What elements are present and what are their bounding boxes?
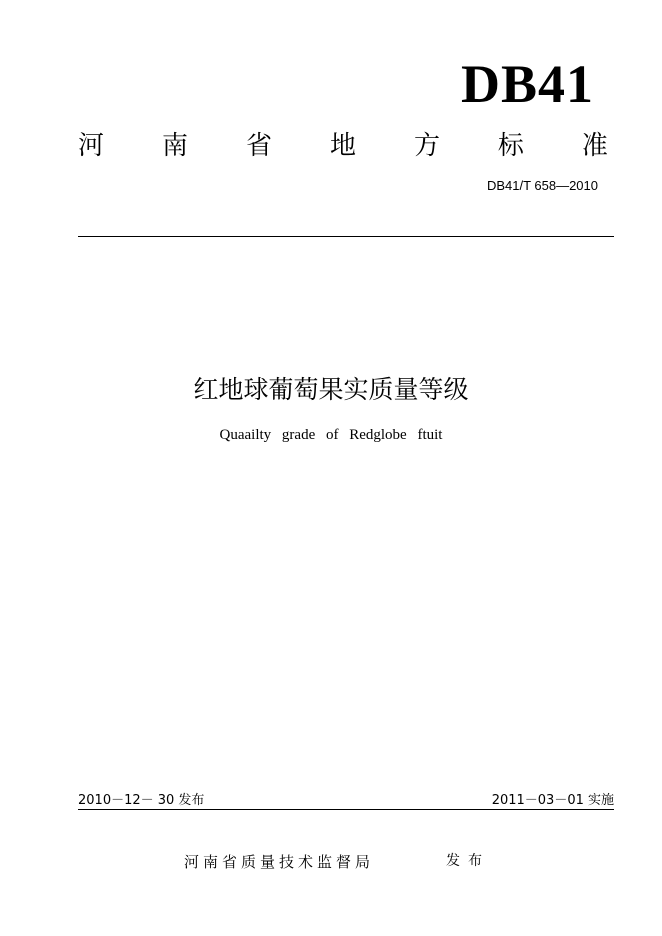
document-title-english: Quaailty grade of Redglobe ftuit bbox=[219, 427, 443, 443]
document-title-chinese: 红地球葡萄果实质量等级 bbox=[193, 375, 469, 404]
category-char: 方 bbox=[413, 131, 440, 161]
standard-code: DB41 bbox=[460, 54, 594, 114]
category-char: 准 bbox=[581, 131, 608, 161]
issue-action-label: 发布 bbox=[446, 853, 490, 869]
category-char: 标 bbox=[497, 131, 524, 161]
standard-number: DB41/T 658—2010 bbox=[486, 178, 598, 193]
issue-date: 2010－12－ 30 发布 bbox=[78, 793, 205, 808]
implementation-date: 2011－03－01 实施 bbox=[491, 793, 614, 808]
category-char: 省 bbox=[245, 131, 272, 161]
bottom-divider bbox=[78, 809, 614, 810]
category-char: 河 bbox=[78, 131, 105, 161]
standard-category bbox=[78, 126, 608, 166]
top-divider bbox=[78, 236, 614, 237]
issuing-authority: 河南省质量技术监督局 bbox=[184, 853, 375, 871]
category-char: 地 bbox=[329, 131, 356, 161]
category-char: 南 bbox=[161, 131, 188, 161]
